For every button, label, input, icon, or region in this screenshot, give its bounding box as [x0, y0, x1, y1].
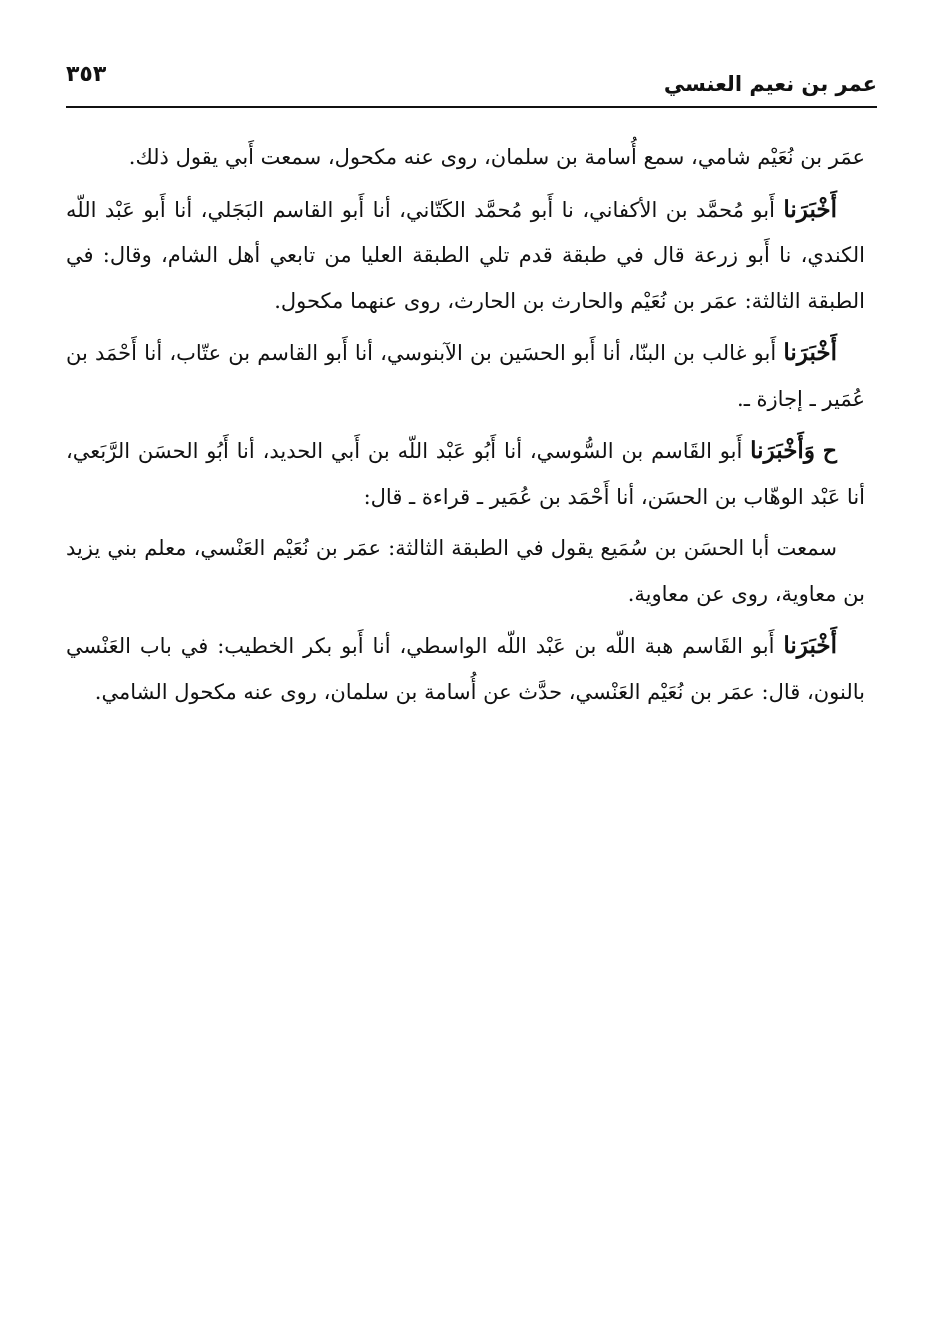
ha-marker: ح	[822, 438, 837, 464]
paragraph-text: أَبو القَاسم هبة اللّه بن عَبْد اللّه الواسطي، أنا أَبو بكر الخطيب: في باب العَنْسي بالنون، قال: عمَر بن نُعَيْم العَنْسي، حدَّث عن أُسامة بن سلمان، روى عنه مكحول الشامي.	[66, 634, 865, 704]
running-title: عمر بن نعيم العنسي	[663, 72, 877, 96]
paragraph-lead: أَخْبَرَنا	[783, 339, 837, 366]
paragraph-5	[66, 526, 865, 617]
paragraph-lead: أَخْبَرَنا	[783, 195, 837, 223]
running-head	[66, 58, 877, 108]
paragraph-text: أَبو غالب بن البنّا، أنا أَبو الحسَين بن الآبنوسي، أنا أَبو القاسم بن عتّاب، أنا أَحْمَد بن عُمَير ـ إجازة ـ.	[66, 341, 865, 411]
paragraph-6	[66, 623, 865, 715]
paragraph-lead: وَأَخْبَرَنا	[750, 437, 815, 464]
page-number: ٣٥٣	[66, 62, 107, 87]
paragraph-lead: أَخْبَرَنا	[783, 632, 837, 659]
paragraph-2	[66, 187, 865, 325]
paragraph-text: أَبو القَاسم بن السُّوسي، أنا أَبُو عَبْد اللّه بن أَبي الحديد، أنا أَبُو الحسَن الرَّبَعي، أنا عَبْد الوهّاب بن الحسَن، أنا أَحْمَد بن عُمَير ـ قراءة ـ قال:	[66, 439, 865, 509]
page-body	[66, 135, 865, 721]
paragraph-text: عمَر بن نُعَيْم شامي، سمع أُسامة بن سلمان، روى عنه مكحول، سمعت أَبي يقول ذلك.	[128, 145, 865, 169]
paragraph-text: سمعت أبا الحسَن بن سُمَيع يقول في الطبقة الثالثة: عمَر بن نُعَيْم العَنْسي، معلم بني يزيد بن معاوية، روى عن معاوية.	[66, 536, 865, 606]
paragraph-4	[66, 428, 865, 520]
paragraph-text: أَبو مُحمَّد بن الأكفاني، نا أَبو مُحمَّد الكَتّاني، أنا أَبو القاسم البَجَلي، أنا أَبو عَبْد اللّه الكندي، نا أَبو زرعة قال في طبقة قدم تلي الطبقة العليا من تابعي أهل الشام، وقال: في الطبقة الثالثة: عمَر بن نُعَيْم والحارث بن الحارث، روى عنهما مكحول.	[66, 197, 865, 313]
paragraph-3	[66, 330, 865, 422]
paragraph-1	[66, 135, 865, 181]
